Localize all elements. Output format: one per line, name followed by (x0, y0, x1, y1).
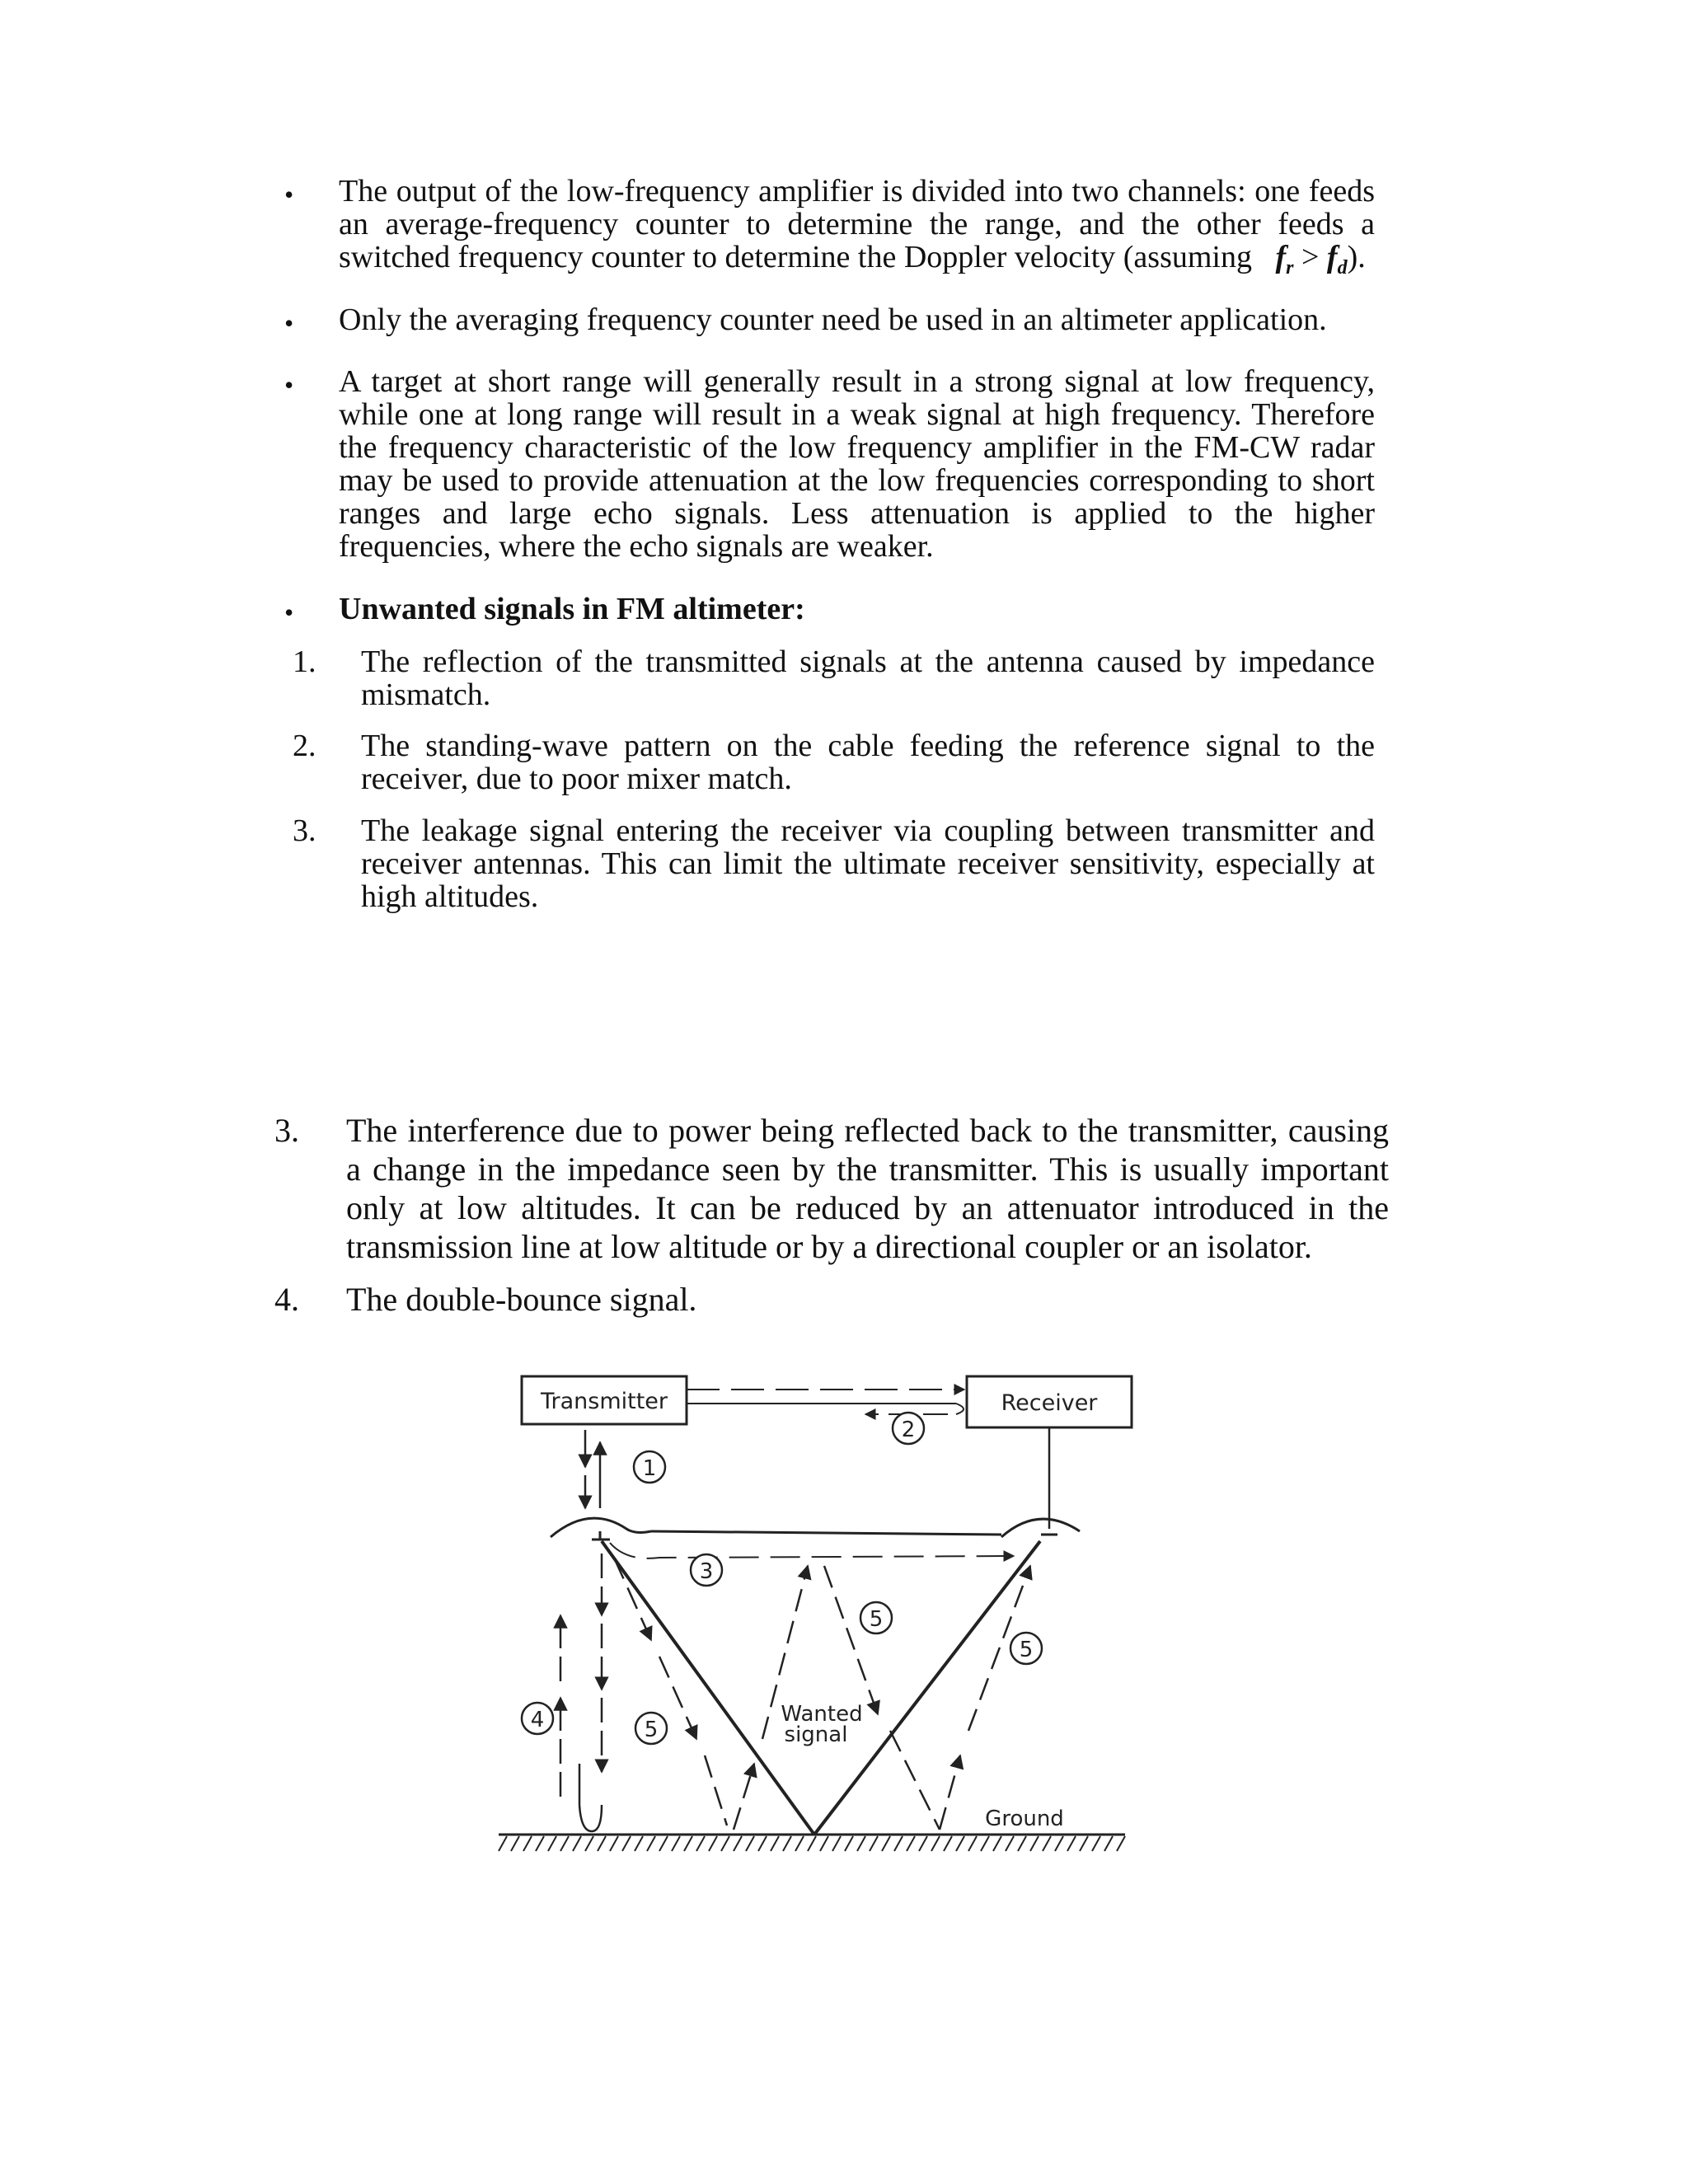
bullet-text: A target at short range will generally result in a strong signal at low frequency, while one at long range will result in a weak signal at high frequency. Therefore the frequency characteristic of the low frequency amplifier in the FM-CW radar may be used to provide attenuation at the low frequencies corresponding to short ranges and large echo signals. Less attenuation is applied to the higher frequencies, where the echo signals are weaker. (339, 364, 1375, 564)
transmitter-label: Transmitter (540, 1389, 668, 1414)
list-text: The standing-wave pattern on the cable feeding the reference signal to the receiver, due to poor mixer match. (361, 729, 1375, 796)
svg-text:3: 3 (699, 1559, 714, 1584)
wanted-signal-label: Wanted (781, 1702, 863, 1727)
svg-text:5: 5 (869, 1607, 884, 1632)
svg-text:4: 4 (530, 1708, 545, 1732)
path-label-3 (691, 1554, 722, 1586)
bullet-marker: • (284, 308, 294, 338)
bullet-marker: • (284, 370, 294, 400)
bullet-text: The output of the low-frequency amplifier is divided into two channels: one feeds an average-frequency counter to determine the range, and the other feeds a switched frequency counter to determine the Doppler velocity (assuming $f_r > f_d$). (339, 174, 1375, 279)
list-text: The double-bounce signal. (346, 1281, 697, 1318)
path-label-5 (1010, 1633, 1042, 1664)
list-text: The interference due to power being reflected back to the transmitter, causing a change in the impedance seen by the transmitter. This is usually important only at low altitudes. It can be reduced by an attenuator introduced in the transmission line at low altitude or by a directional coupler or an isolator. (346, 1112, 1389, 1265)
list-text: The leakage signal entering the receiver via coupling between transmitter and receiver antennas. This can limit the ultimate receiver sensitivity, especially at high altitudes. (361, 813, 1375, 914)
list-number: 3. (274, 1112, 299, 1149)
altimeter-diagram (486, 1360, 1162, 1871)
list-number: 4. (274, 1281, 299, 1318)
transmitter-box (522, 1376, 687, 1424)
path-label-5 (635, 1713, 667, 1744)
svg-text:1: 1 (642, 1456, 657, 1481)
path-label-1 (634, 1451, 665, 1483)
wanted-signal-label: signal (784, 1722, 848, 1747)
svg-text:5: 5 (644, 1718, 659, 1742)
receiver-box (967, 1376, 1132, 1427)
list-number: 2. (293, 729, 316, 763)
receiver-label: Receiver (1001, 1390, 1098, 1416)
path-label-4 (522, 1703, 553, 1734)
list-number: 3. (293, 813, 316, 848)
list-text: The reflection of the transmitted signals at the antenna caused by impedance mismatch. (361, 644, 1375, 712)
bullet-text: Only the averaging frequency counter need be used in an altimeter application. (339, 302, 1327, 337)
ground-label: Ground (985, 1807, 1064, 1831)
section-heading: Unwanted signals in FM altimeter: (339, 592, 805, 626)
path-label-5 (860, 1602, 892, 1633)
bullet-marker: • (284, 180, 294, 209)
path-label-2 (893, 1413, 924, 1444)
svg-text:2: 2 (901, 1418, 916, 1442)
list-number: 1. (293, 644, 316, 679)
bullet-marker: • (284, 598, 294, 627)
svg-text:5: 5 (1019, 1638, 1034, 1662)
